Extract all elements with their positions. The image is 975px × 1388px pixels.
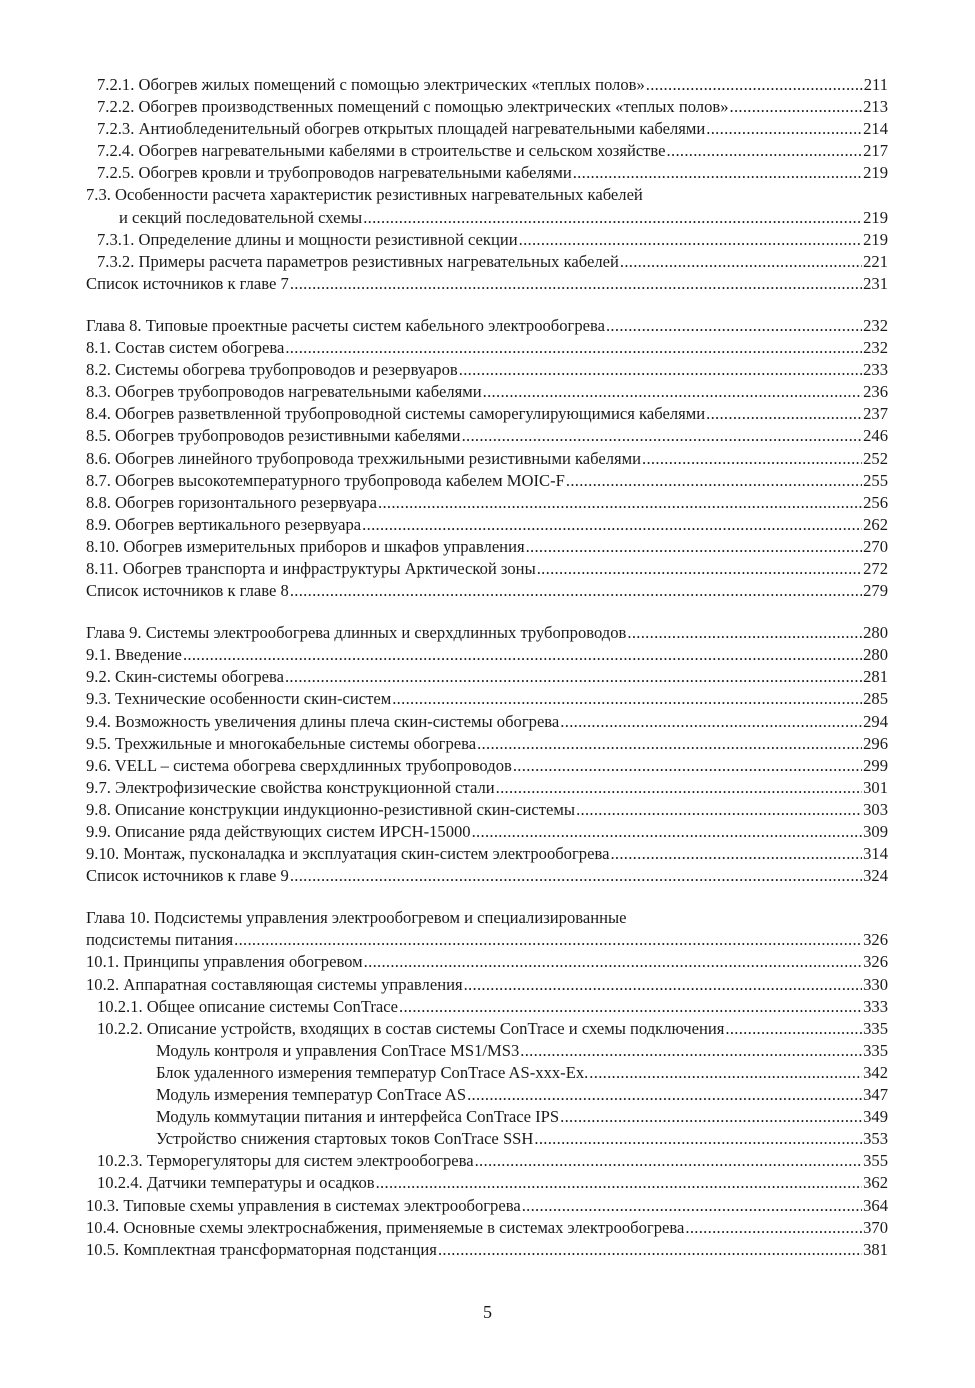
toc-dot-leader — [285, 666, 862, 688]
toc-entry[interactable] — [86, 666, 888, 688]
toc-entry-page: 299 — [863, 755, 888, 775]
toc-entry[interactable] — [86, 96, 888, 118]
toc-entry-title: 10.1. Принципы управления обогревом — [86, 952, 363, 972]
toc-section — [86, 907, 888, 1261]
toc-dot-leader — [526, 536, 863, 558]
toc-entry[interactable] — [86, 1172, 888, 1194]
toc-entry-title: 10.3. Типовые схемы управления в системах электрообогрева — [86, 1195, 521, 1215]
toc-entry-title: 9.4. Возможность увеличения длины плеча скин-системы обогрева — [86, 711, 560, 731]
toc-entry-page: 333 — [863, 996, 888, 1016]
toc-section — [86, 315, 888, 602]
toc-dot-leader — [364, 951, 862, 973]
toc-entry-title: 8.4. Обогрев разветвленной трубопроводной системы саморегулирующимися кабелями — [86, 404, 706, 424]
toc-entry-page: 219 — [863, 229, 888, 249]
toc-entry[interactable] — [86, 777, 888, 799]
toc-entry[interactable] — [86, 1018, 888, 1040]
toc-entry-page: 272 — [863, 558, 888, 578]
toc-dot-leader — [464, 974, 863, 996]
toc-entry[interactable] — [86, 403, 888, 425]
toc-entry-page: 324 — [863, 866, 888, 886]
toc-entry-page: 370 — [863, 1217, 888, 1237]
toc-dot-leader — [560, 711, 862, 733]
toc-entry-page: 296 — [863, 733, 888, 753]
toc-dot-leader — [376, 1172, 863, 1194]
toc-dot-leader — [438, 1239, 862, 1261]
toc-entry-title: 10.4. Основные схемы электроснабжения, применяемые в системах электрообогрева — [86, 1217, 685, 1237]
toc-dot-leader — [566, 470, 862, 492]
toc-dot-leader — [183, 644, 862, 666]
toc-entry-title: 8.6. Обогрев линейного трубопровода трехжильными резистивными кабелями — [86, 448, 642, 468]
toc-section — [86, 74, 888, 295]
toc-entry-page: 342 — [863, 1062, 888, 1082]
toc-entry[interactable] — [86, 929, 888, 951]
toc-entry-title: 7.3.1. Определение длины и мощности резистивной секции — [97, 229, 518, 249]
toc-entry-title: 9.5. Трехжильные и многокабельные системы обогрева — [86, 733, 477, 753]
toc-dot-leader — [290, 865, 862, 887]
toc-entry-title: 10.2.4. Датчики температуры и осадков — [97, 1173, 375, 1193]
toc-dot-leader — [589, 1062, 862, 1084]
toc-entry-page: 232 — [863, 315, 888, 335]
toc-entry-title: 8.8. Обогрев горизонтального резервуара — [86, 492, 377, 512]
toc-dot-leader — [475, 1150, 863, 1172]
toc-entry-title: 10.2.3. Терморегуляторы для систем электрообогрева — [97, 1151, 474, 1171]
toc-entry-title: 10.2.2. Описание устройств, входящих в состав системы ConTrace и схемы подключения — [97, 1018, 725, 1038]
toc-entry-page: 381 — [863, 1239, 888, 1259]
toc-dot-leader — [519, 229, 862, 251]
toc-dot-leader — [534, 1128, 862, 1150]
toc-entry-title: 7.2.4. Обогрев нагревательными кабелями в строительстве и сельском хозяйстве — [97, 141, 666, 161]
toc-section — [86, 622, 888, 887]
toc-dot-leader — [520, 1040, 862, 1062]
toc-entry-title: 9.9. Описание ряда действующих систем ИРСН-15000 — [86, 822, 471, 841]
page-number: 5 — [483, 1302, 492, 1322]
toc-entry[interactable] — [86, 118, 888, 140]
toc-dot-leader — [610, 843, 862, 865]
toc-entry-title: подсистемы питания — [86, 930, 234, 950]
toc-dot-leader — [285, 337, 862, 359]
toc-entry[interactable] — [86, 207, 888, 229]
toc-entry[interactable] — [86, 184, 888, 206]
toc-entry-title: Список источников к главе 7 — [86, 273, 289, 293]
toc-entry-page: 303 — [863, 799, 888, 819]
toc-dot-leader — [290, 580, 862, 602]
toc-entry-title: 8.5. Обогрев трубопроводов резистивными кабелями — [86, 426, 461, 446]
toc-entry-page: 330 — [863, 974, 888, 994]
toc-dot-leader — [496, 777, 862, 799]
toc-entry-page: 256 — [863, 492, 888, 512]
toc-entry-title: 8.11. Обогрев транспорта и инфраструктуры Арктической зоны — [86, 558, 536, 578]
toc-dot-leader — [620, 251, 862, 273]
toc-dot-leader — [362, 514, 862, 536]
toc-entry-title: 9.10. Монтаж, пусконаладка и эксплуатация скин-систем электрообогрева — [86, 844, 610, 864]
toc-entry-page: 301 — [863, 777, 888, 797]
toc-entry-page: 335 — [863, 1040, 888, 1060]
toc-entry-title: Модуль измерения температур ConTrace AS — [156, 1085, 467, 1105]
toc-dot-leader — [472, 821, 863, 843]
toc-entry[interactable] — [86, 1150, 888, 1172]
toc-dot-leader — [730, 96, 863, 118]
toc-entry[interactable] — [86, 644, 888, 666]
toc-dot-leader — [477, 733, 862, 755]
toc-entry-page: 211 — [863, 75, 888, 94]
toc-dot-leader — [627, 622, 862, 644]
toc-entry-title: 8.2. Системы обогрева трубопроводов и резервуаров — [86, 360, 458, 380]
toc-dot-leader — [378, 492, 862, 514]
toc-entry[interactable] — [86, 1084, 888, 1106]
toc-dot-leader — [706, 118, 862, 140]
toc-entry[interactable] — [86, 1128, 888, 1150]
toc-entry-title: 9.3. Технические особенности скин-систем — [86, 689, 392, 709]
toc-entry-page: 214 — [863, 119, 888, 139]
toc-entry[interactable] — [86, 492, 888, 514]
toc-entry-title: Модуль коммутации питания и интерфейса ConTrace IPS — [156, 1107, 560, 1127]
toc-entry[interactable] — [86, 229, 888, 251]
toc-entry-page: 221 — [863, 251, 888, 271]
toc-entry-title: 7.2.3. Антиобледенительный обогрев открытых площадей нагревательными кабелями — [97, 119, 706, 139]
toc-entry[interactable] — [86, 162, 888, 184]
toc-entry-title: 9.2. Скин-системы обогрева — [86, 667, 284, 687]
toc-dot-leader — [606, 315, 862, 337]
toc-entry-page: 255 — [863, 470, 888, 490]
toc-entry-page: 309 — [863, 822, 888, 841]
toc-entry-page: 362 — [863, 1173, 888, 1193]
toc-entry-title: Глава 8. Типовые проектные расчеты систем кабельного электрообогрева — [86, 315, 605, 335]
toc-entry[interactable] — [86, 1106, 888, 1128]
toc-entry-title: 10.5. Комплектная трансформаторная подстанция — [86, 1239, 437, 1259]
toc-entry-page: 217 — [863, 141, 888, 161]
toc-entry-page: 232 — [863, 338, 888, 358]
toc-entry-title: 10.2.1. Общее описание системы ConTrace — [97, 996, 398, 1016]
toc-entry-page: 270 — [863, 536, 888, 556]
toc-entry[interactable] — [86, 1239, 888, 1261]
toc-dot-leader — [462, 425, 863, 447]
toc-dot-leader — [642, 448, 862, 470]
toc-entry-title: 8.10. Обогрев измерительных приборов и шкафов управления — [86, 536, 525, 556]
toc-entry-page: 280 — [863, 623, 888, 643]
toc-entry-page: 279 — [863, 581, 888, 601]
toc-entry-page: 326 — [863, 952, 888, 972]
toc-entry-title: 8.9. Обогрев вертикального резервуара — [86, 514, 362, 534]
toc-entry-title: Модуль контроля и управления ConTrace MS1/MS3 — [156, 1040, 520, 1060]
toc-entry-title: 7.2.5. Обогрев кровли и трубопроводов нагревательными кабелями — [97, 163, 572, 183]
toc-entry[interactable] — [86, 470, 888, 492]
toc-dot-leader — [725, 1018, 862, 1040]
toc-dot-leader — [290, 273, 862, 295]
toc-entry-page: 326 — [863, 930, 888, 950]
toc-entry-title: 7.3. Особенности расчета характеристик резистивных нагревательных кабелей — [86, 185, 643, 205]
toc-entry[interactable] — [86, 688, 888, 710]
toc-entry-page: 281 — [863, 667, 888, 687]
toc-entry-title: Блок удаленного измерения температур ConTrace AS-xxx-Ex. — [156, 1062, 589, 1082]
toc-dot-leader — [667, 140, 863, 162]
toc-dot-leader — [573, 162, 862, 184]
toc-entry[interactable] — [86, 140, 888, 162]
toc-entry-page: 353 — [863, 1129, 888, 1149]
toc-entry[interactable] — [86, 273, 888, 295]
toc-entry-page: 314 — [863, 844, 888, 864]
toc-entry[interactable] — [86, 558, 888, 580]
toc-entry[interactable] — [86, 315, 888, 337]
toc-entry[interactable] — [86, 1217, 888, 1239]
toc-entry[interactable] — [86, 1040, 888, 1062]
toc-dot-leader — [399, 996, 862, 1018]
toc-entry-page: 347 — [863, 1085, 888, 1105]
toc-entry[interactable] — [86, 733, 888, 755]
toc-dot-leader — [363, 207, 862, 229]
toc-dot-leader — [646, 74, 863, 96]
toc-entry-page: 231 — [863, 273, 888, 293]
toc-dot-leader — [522, 1195, 862, 1217]
toc-dot-leader — [685, 1217, 862, 1239]
toc-entry-page: 280 — [863, 645, 888, 665]
toc-entry[interactable] — [86, 865, 888, 887]
toc-entry-page: 246 — [863, 426, 888, 446]
toc-entry[interactable] — [86, 514, 888, 536]
toc-entry-title: 9.7. Электрофизические свойства конструкционной стали — [86, 777, 495, 797]
toc-entry-title: 8.3. Обогрев трубопроводов нагревательными кабелями — [86, 382, 482, 402]
toc-entry[interactable] — [86, 580, 888, 602]
toc-dot-leader — [234, 929, 862, 951]
toc-entry[interactable] — [86, 1062, 888, 1084]
toc-entry-page: 285 — [863, 689, 888, 709]
toc-entry-title: 7.2.1. Обогрев жилых помещений с помощью электрических «теплых полов» — [97, 75, 645, 94]
toc-entry-title: 7.2.2. Обогрев производственных помещений с помощью электрических «теплых полов» — [97, 97, 729, 117]
toc-dot-leader — [560, 1106, 862, 1128]
toc-entry-title: 10.2. Аппаратная составляющая системы управления — [86, 974, 463, 994]
toc-entry-page: 364 — [863, 1195, 888, 1215]
toc-entry-title: 8.1. Состав систем обогрева — [86, 338, 285, 358]
toc-entry[interactable] — [86, 755, 888, 777]
toc-dot-leader — [706, 403, 862, 425]
toc-entry-title: Глава 10. Подсистемы управления электрообогревом и специализированные — [86, 908, 627, 928]
toc-dot-leader — [537, 558, 862, 580]
toc-entry-page: 349 — [863, 1107, 888, 1127]
toc-dot-leader — [459, 359, 862, 381]
toc-entry[interactable] — [86, 996, 888, 1018]
toc-dot-leader — [392, 688, 862, 710]
toc-entry-title: Список источников к главе 8 — [86, 581, 289, 601]
toc-dot-leader — [483, 381, 862, 403]
toc-entry-page: 213 — [863, 97, 888, 117]
toc-entry-page: 236 — [863, 382, 888, 402]
toc-entry-page: 219 — [863, 163, 888, 183]
toc-entry[interactable] — [86, 951, 888, 973]
toc-entry-title: Список источников к главе 9 — [86, 866, 289, 886]
toc-entry[interactable] — [86, 1195, 888, 1217]
toc-entry-title: 8.7. Обогрев высокотемпературного трубопровода кабелем MOIC-F — [86, 470, 565, 490]
toc-entry[interactable] — [86, 974, 888, 996]
toc-entry[interactable] — [86, 74, 888, 96]
toc-dot-leader — [576, 799, 862, 821]
toc-entry-title: 9.6. VELL – система обогрева сверхдлинных трубопроводов — [86, 755, 512, 775]
toc-entry[interactable] — [86, 907, 888, 929]
toc-entry-page: 252 — [863, 448, 888, 468]
toc-entry-title: Устройство снижения стартовых токов ConTrace SSH — [156, 1129, 534, 1149]
toc-entry[interactable] — [86, 711, 888, 733]
toc-entry-title: и секций последовательной схемы — [119, 207, 363, 227]
toc-entry[interactable] — [86, 425, 888, 447]
toc-entry-page: 219 — [863, 207, 888, 227]
toc-entry-title: 7.3.2. Примеры расчета параметров резистивных нагревательных кабелей — [97, 251, 619, 271]
toc-entry-page: 233 — [863, 360, 888, 380]
toc-entry-title: 9.1. Введение — [86, 645, 182, 665]
toc-dot-leader — [513, 755, 862, 777]
toc-entry[interactable] — [86, 359, 888, 381]
toc-entry[interactable] — [86, 799, 888, 821]
toc-entry[interactable] — [86, 381, 888, 403]
toc-entry-page: 237 — [863, 404, 888, 424]
toc-entry-page: 335 — [863, 1018, 888, 1038]
toc-entry[interactable] — [86, 821, 888, 843]
toc-entry-title: 9.8. Описание конструкции индукционно-резистивной скин-системы — [86, 799, 576, 819]
toc-entry-page: 262 — [863, 514, 888, 534]
toc-entry[interactable] — [86, 843, 888, 865]
toc-entry[interactable] — [86, 337, 888, 359]
toc-entry[interactable] — [86, 536, 888, 558]
toc-entry-title: Глава 9. Системы электрообогрева длинных и сверхдлинных трубопроводов — [86, 623, 627, 643]
table-of-contents — [86, 74, 888, 1261]
toc-entry-page: 294 — [863, 711, 888, 731]
toc-dot-leader — [467, 1084, 862, 1106]
toc-entry[interactable] — [86, 448, 888, 470]
toc-entry[interactable] — [86, 622, 888, 644]
toc-entry[interactable] — [86, 251, 888, 273]
toc-entry-page: 355 — [863, 1151, 888, 1171]
